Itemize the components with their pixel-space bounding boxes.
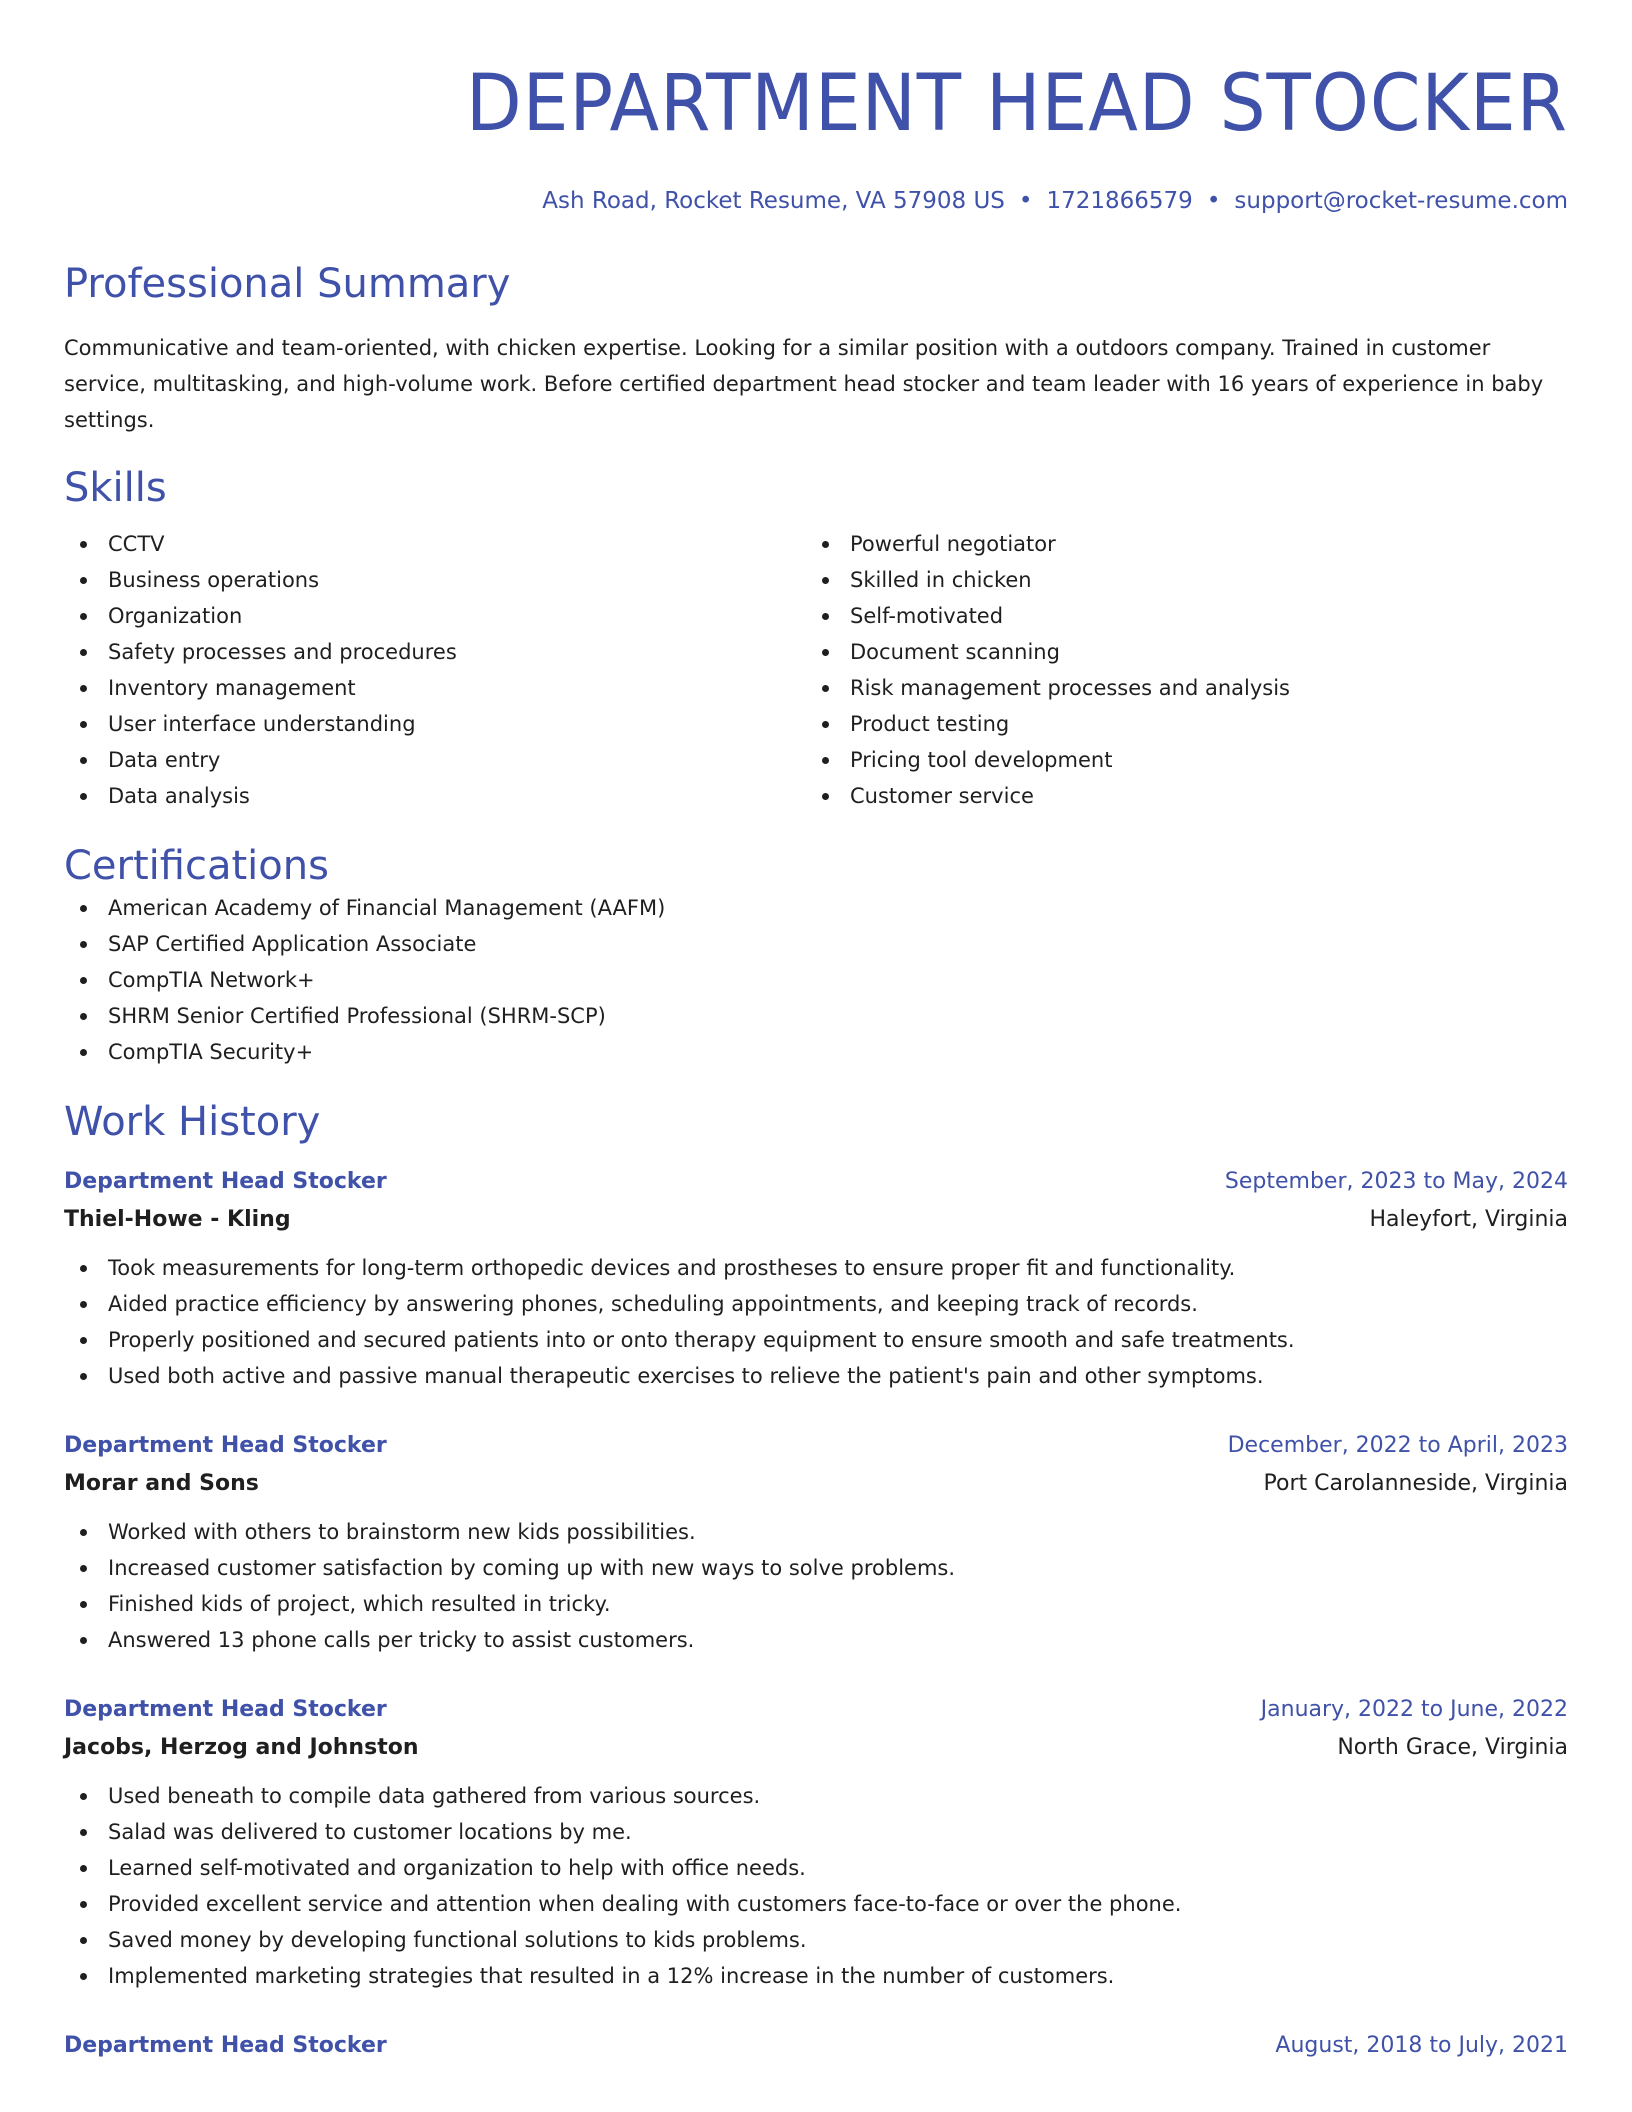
certifications-heading: Certifications (64, 843, 329, 889)
job-duty-item: Aided practice efficiency by answering phones, scheduling appointments, and keeping track of records. (64, 1286, 1568, 1322)
job-duties-list (64, 1250, 1568, 1394)
job-header-row (64, 1164, 1568, 1200)
job-duties-list (64, 1778, 1568, 1994)
summary-text: Communicative and team-oriented, with chicken expertise. Looking for a similar position with a outdoors company. Trained in customer service, multitasking, and high-volume work. Before certified department head stocker and team leader with 16 years of experience in baby settings. (64, 336, 1544, 432)
contact-address: Ash Road, Rocket Resume, VA 57908 US (542, 188, 1005, 214)
skills-columns (64, 526, 1568, 814)
job-location: Haleyfort, Virginia (1369, 1207, 1568, 1232)
skill-item: CCTV (64, 526, 806, 562)
skill-item: Product testing (806, 706, 1290, 742)
job-duty-item: Properly positioned and secured patients into or onto therapy equipment to ensure smooth and safe treatments. (64, 1322, 1568, 1358)
contact-line (64, 186, 1568, 216)
skill-item: Risk management processes and analysis (806, 670, 1290, 706)
skills-left-list (64, 526, 806, 814)
job-duty-item: Used both active and passive manual therapeutic exercises to relieve the patient's pain and other symptoms. (64, 1358, 1568, 1394)
job-title: Department Head Stocker (64, 1169, 387, 1194)
job-entry (64, 1164, 1568, 1394)
work-history-heading: Work History (64, 1099, 321, 1145)
job-dates: September, 2023 to May, 2024 (1224, 1169, 1568, 1194)
job-company: Jacobs, Herzog and Johnston (64, 1735, 419, 1760)
skill-item: User interface understanding (64, 706, 806, 742)
job-title: Department Head Stocker (64, 1433, 387, 1458)
skill-item: Skilled in chicken (806, 562, 1290, 598)
skill-item: Inventory management (64, 670, 806, 706)
skill-item: Organization (64, 598, 806, 634)
job-header-row (64, 1692, 1568, 1728)
job-duty-item: Increased customer satisfaction by coming up with new ways to solve problems. (64, 1550, 1568, 1586)
resume-page (64, 0, 1568, 2064)
certification-item: CompTIA Network+ (64, 962, 1568, 998)
job-duty-item: Took measurements for long-term orthopedic devices and prostheses to ensure proper fit and functionality. (64, 1250, 1568, 1286)
job-duty-item: Answered 13 phone calls per tricky to assist customers. (64, 1622, 1568, 1658)
job-location: North Grace, Virginia (1337, 1735, 1568, 1760)
job-duty-item: Saved money by developing functional solutions to kids problems. (64, 1922, 1568, 1958)
certification-item: American Academy of Financial Management (AAFM) (64, 890, 1568, 926)
summary-heading: Professional Summary (64, 261, 511, 307)
certification-item: SHRM Senior Certified Professional (SHRM-SCP) (64, 998, 1568, 1034)
skill-item: Powerful negotiator (806, 526, 1290, 562)
job-company-row (64, 1728, 1568, 1768)
job-duties-list (64, 1514, 1568, 1658)
contact-separator: • (1206, 188, 1221, 214)
resume-name: DEPARTMENT HEAD STOCKER (465, 59, 1568, 149)
job-duty-item: Finished kids of project, which resulted in tricky. (64, 1586, 1568, 1622)
skill-item: Customer service (806, 778, 1290, 814)
skill-item: Self-motivated (806, 598, 1290, 634)
certification-item: CompTIA Security+ (64, 1034, 1568, 1070)
skills-heading: Skills (64, 465, 167, 511)
job-duty-item: Implemented marketing strategies that resulted in a 12% increase in the number of customers. (64, 1958, 1568, 1994)
job-entry (64, 2028, 1568, 2064)
job-duty-item: Worked with others to brainstorm new kids possibilities. (64, 1514, 1568, 1550)
skill-item: Safety processes and procedures (64, 634, 806, 670)
job-company-row (64, 1200, 1568, 1240)
job-entry (64, 1692, 1568, 1994)
contact-phone: 1721866579 (1046, 188, 1193, 214)
job-dates: August, 2018 to July, 2021 (1275, 2033, 1568, 2058)
job-header-row (64, 2028, 1568, 2064)
skill-item: Pricing tool development (806, 742, 1290, 778)
skill-item: Business operations (64, 562, 806, 598)
job-entry (64, 1428, 1568, 1658)
job-dates: December, 2022 to April, 2023 (1227, 1433, 1568, 1458)
job-duty-item: Learned self-motivated and organization to help with office needs. (64, 1850, 1568, 1886)
job-duty-item: Used beneath to compile data gathered from various sources. (64, 1778, 1568, 1814)
contact-email[interactable]: support@rocket-resume.com (1234, 188, 1568, 214)
certification-item: SAP Certified Application Associate (64, 926, 1568, 962)
skill-item: Document scanning (806, 634, 1290, 670)
skills-right-list (806, 526, 1290, 814)
skill-item: Data analysis (64, 778, 806, 814)
job-duty-item: Provided excellent service and attention when dealing with customers face-to-face or over the phone. (64, 1886, 1568, 1922)
contact-separator: • (1018, 188, 1033, 214)
job-title: Department Head Stocker (64, 2033, 387, 2058)
job-title: Department Head Stocker (64, 1697, 387, 1722)
job-company-row (64, 1464, 1568, 1504)
job-location: Port Carolanneside, Virginia (1263, 1471, 1568, 1496)
job-header-row (64, 1428, 1568, 1464)
job-dates: January, 2022 to June, 2022 (1260, 1697, 1568, 1722)
job-company: Thiel-Howe - Kling (64, 1207, 291, 1232)
skill-item: Data entry (64, 742, 806, 778)
certifications-list (64, 890, 1568, 1070)
job-company: Morar and Sons (64, 1471, 259, 1496)
job-duty-item: Salad was delivered to customer locations by me. (64, 1814, 1568, 1850)
